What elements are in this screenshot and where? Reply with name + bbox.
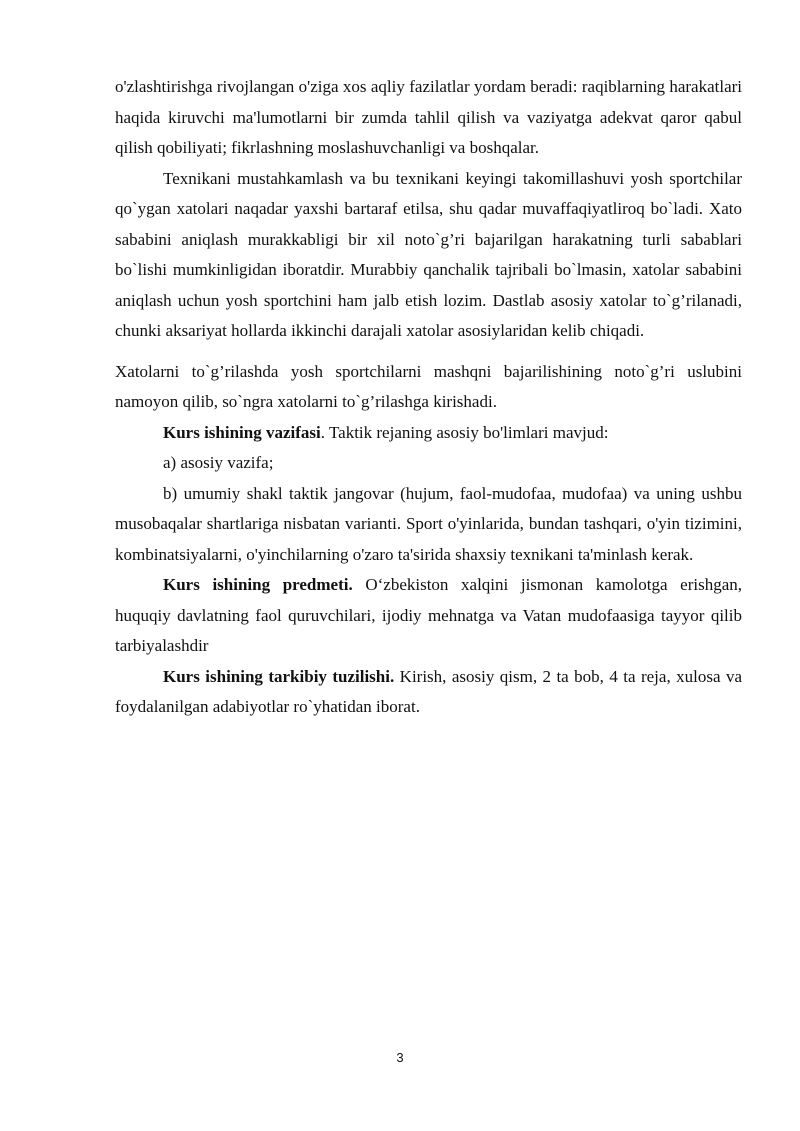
- paragraph-text: Texnikani mustahkamlash va bu texnikani keyingi takomillashuvi yosh sportchilar qo`ygan xatolari naqadar yaxshi bartaraf etilsa, shu qadar muvaffaqiyatliroq bo`ladi. Xato sababini aniqlash murakkabligi bir xil noto`g’ri bajarilgan harakatning turli sabablari bo`lishi mumkinligidan iboratdir. Murabbiy qanchalik tajribali bo`lmasin, xatolar sababini aniqlash uchun yosh sportchini ham jalb etish lozim. Dastlab asosiy xatolar to`g’rilanadi, chunki aksariyat hollarda ikkinchi darajali xatolar asosiylaridan kelib chiqadi.: [115, 168, 742, 340]
- document-body: [115, 72, 742, 723]
- paragraph-text: b) umumiy shakl taktik jangovar (hujum, faol-mudofaa, mudofaa) va uning ushbu musobaqalar shartlariga nisbatan varianti. Sport o'yinlarida, bundan tashqari, o'yin tizimini, kombinatsiyalarni, o'yinchilarning o'zaro ta'sirida shaxsiy texnikani ta'minlash kerak.: [115, 483, 742, 564]
- paragraph-text: Kirish, asosiy qism, 2 ta bob, 4 ta reja, xulosa va foydalanilgan adabiyotlar ro`yhatidan iborat.: [115, 666, 742, 716]
- paragraph-intro-continuation: [115, 72, 742, 164]
- paragraph-course-task: [115, 418, 742, 449]
- course-task-heading: Kurs ishining vazifasi: [163, 422, 321, 442]
- course-subject-heading: Kurs ishining predmeti.: [163, 575, 353, 594]
- page-number: 3: [396, 1050, 404, 1065]
- paragraph-text: a) asosiy vazifa;: [163, 453, 274, 472]
- list-item-a: [115, 448, 742, 479]
- paragraph-text: . Taktik rejaning asosiy bo'limlari mavjud:: [320, 422, 609, 442]
- paragraph-text: O‘zbekiston xalqini jismonan kamolotga erishgan, huquqiy davlatning faol quruvchilari, ijodiy mehnatga va Vatan mudofaasiga tayyor qilib tarbiyalashdir: [115, 575, 742, 655]
- paragraph-course-structure: [115, 662, 742, 723]
- list-item-b: [115, 479, 742, 571]
- paragraph-text: o'zlashtirishga rivojlangan o'ziga xos aqliy fazilatlar yordam beradi: raqiblarning harakatlari haqida kiruvchi ma'lumotlarni bir zumda tahlil qilish va vaziyatga adekvat qaror qabul qilish qobiliyati; fikrlashning moslashuvchanligi va boshqalar.: [115, 77, 742, 157]
- course-structure-heading: Kurs ishining tarkibiy tuzilishi.: [163, 666, 395, 686]
- paragraph-technique: [115, 164, 742, 347]
- paragraph-error-correction: [115, 357, 742, 418]
- paragraph-course-subject: [115, 570, 742, 662]
- paragraph-text: Xatolarni to`g’rilashda yosh sportchilarni mashqni bajarilishining noto`g’ri uslubini namoyon qilib, so`ngra xatolarni to`g’rilashga kirishadi.: [115, 361, 742, 411]
